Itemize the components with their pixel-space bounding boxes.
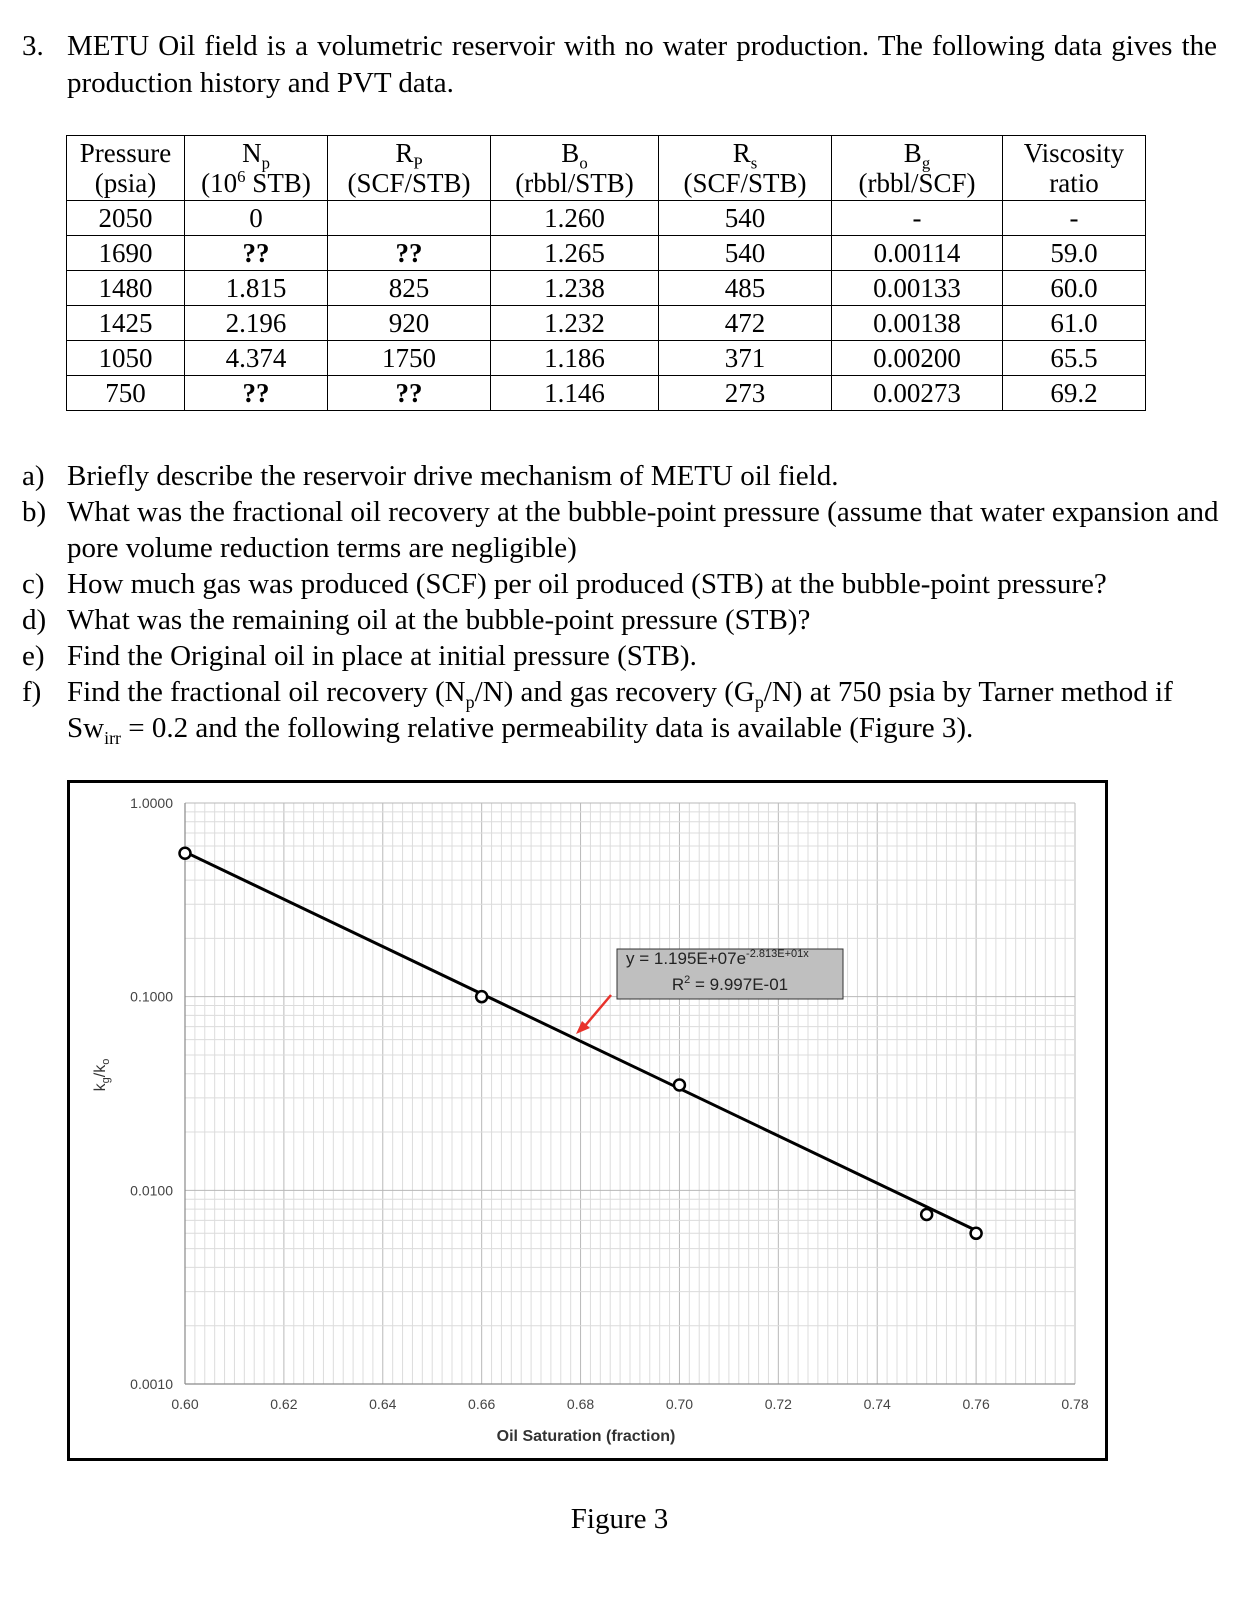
question-text: Find the Original oil in place at initial pressure (STB).	[67, 640, 697, 672]
table-cell: -	[1003, 201, 1146, 236]
table-cell: ??	[185, 376, 328, 411]
table-cell: 0.00138	[832, 306, 1003, 341]
table-cell: ??	[328, 376, 491, 411]
table-cell: 61.0	[1003, 306, 1146, 341]
table-cell: 4.374	[185, 341, 328, 376]
table-cell: 371	[659, 341, 832, 376]
table-cell: 1750	[328, 341, 491, 376]
table-row	[67, 271, 1146, 306]
table-cell: 1.265	[491, 236, 659, 271]
question-text: Find the fractional oil recovery $(N_p/N)$ and gas recovery $(G_p/N)$ at 750 psia by Tarner method if $Sw_{irr} = 0.2$ and the following relative permeability data is available (Figure 3).	[67, 676, 1173, 748]
table-cell: 485	[659, 271, 832, 306]
data-point	[180, 848, 191, 859]
pvt-data-table	[66, 135, 1146, 411]
table-row	[67, 376, 1146, 411]
x-tick-label: 0.64	[369, 1396, 397, 1412]
y-axis-label: $k_g/k_o$	[92, 1058, 112, 1092]
question-label: b)	[22, 496, 47, 528]
table-header-row	[67, 136, 1146, 201]
table-cell: 65.5	[1003, 341, 1146, 376]
table-cell: 920	[328, 306, 491, 341]
table-row	[67, 306, 1146, 341]
trendline-r-squared: $R^2 = 9.997E-01$	[671, 974, 789, 994]
x-tick-label: 0.60	[171, 1396, 199, 1412]
x-tick-label: 0.62	[270, 1396, 298, 1412]
header-np: $N_p$ ($10^6$ STB)	[185, 136, 328, 201]
question-label: e)	[22, 640, 45, 672]
table-row	[67, 341, 1146, 376]
header-bo: $B_o$ (rbbl/STB)	[491, 136, 659, 201]
table-cell: 0.00133	[832, 271, 1003, 306]
table-cell: 1.815	[185, 271, 328, 306]
question-a	[22, 458, 1232, 494]
question-b	[22, 494, 1232, 566]
table-cell: 1.146	[491, 376, 659, 411]
problem-text: METU Oil field is a volumetric reservoir with no water production. The following data gives the production history and PVT data.	[67, 30, 1217, 99]
table-row	[67, 236, 1146, 271]
question-label: c)	[22, 568, 45, 600]
x-tick-label: 0.70	[665, 1396, 694, 1412]
table-cell: 825	[328, 271, 491, 306]
table-cell: 1.260	[491, 201, 659, 236]
table-cell	[328, 201, 491, 236]
table-cell: 0	[185, 201, 328, 236]
problem-number: 3.	[22, 30, 44, 62]
table-row	[67, 201, 1146, 236]
question-label: f)	[22, 676, 42, 708]
chart-gridlines	[185, 803, 1075, 1384]
question-label: a)	[22, 460, 45, 492]
question-text: What was the fractional oil recovery at the bubble-point pressure (assume that water expansion and pore volume reduction terms are negligible)	[67, 496, 1219, 564]
trendline-equation: $y = 1.195E+07e^{-2.813E+01x}$	[626, 948, 809, 968]
table-cell: 69.2	[1003, 376, 1146, 411]
header-viscosity-ratio: Viscosity ratio	[1003, 136, 1146, 201]
table-cell: 472	[659, 306, 832, 341]
table-cell: ??	[328, 236, 491, 271]
table-cell: 540	[659, 236, 832, 271]
table-cell: ??	[185, 236, 328, 271]
header-rp: $R_P$ (SCF/STB)	[328, 136, 491, 201]
data-point	[476, 991, 487, 1002]
x-tick-label: 0.78	[1061, 1396, 1089, 1412]
data-point	[921, 1209, 932, 1220]
table-cell: 2050	[67, 201, 185, 236]
x-axis-label: Oil Saturation (fraction)	[496, 1428, 676, 1445]
y-tick-label: 0.0100	[130, 1182, 173, 1199]
question-c	[22, 566, 1232, 602]
y-tick-label: 1.0000	[130, 795, 173, 811]
table-cell: 0.00273	[832, 376, 1003, 411]
figure-caption: Figure 3	[570, 1503, 669, 1535]
table-cell: 1480	[67, 271, 185, 306]
table-cell: 1.186	[491, 341, 659, 376]
trendline-label-box	[617, 948, 843, 999]
table-cell: 0.00200	[832, 341, 1003, 376]
table-cell: 1.238	[491, 271, 659, 306]
annotation-arrow	[576, 995, 611, 1034]
header-rs: $R_s$ (SCF/STB)	[659, 136, 832, 201]
table-cell: 2.196	[185, 306, 328, 341]
question-text: Briefly describe the reservoir drive mechanism of METU oil field.	[67, 460, 839, 492]
question-f	[22, 674, 1232, 746]
question-d	[22, 602, 1232, 638]
table-cell: 60.0	[1003, 271, 1146, 306]
question-label: d)	[22, 604, 47, 636]
question-text: What was the remaining oil at the bubble-point pressure (STB)?	[67, 604, 811, 636]
x-tick-label: 0.68	[566, 1396, 595, 1412]
question-e	[22, 638, 1232, 674]
header-pressure: Pressure (psia)	[67, 136, 185, 201]
y-tick-label: 0.1000	[130, 988, 173, 1005]
table-cell: -	[832, 201, 1003, 236]
table-cell: 273	[659, 376, 832, 411]
table-cell: 1050	[67, 341, 185, 376]
data-point	[674, 1079, 685, 1090]
table-cell: 0.00114	[832, 236, 1003, 271]
question-text: How much gas was produced (SCF) per oil produced (STB) at the bubble-point pressure?	[67, 568, 1107, 600]
table-cell: 540	[659, 201, 832, 236]
question-list	[22, 458, 1232, 746]
relative-permeability-chart	[67, 780, 1108, 1461]
x-tick-label: 0.76	[962, 1396, 990, 1412]
x-tick-label: 0.74	[863, 1396, 891, 1412]
data-point	[971, 1228, 982, 1239]
table-cell: 1.232	[491, 306, 659, 341]
x-tick-label: 0.66	[468, 1396, 496, 1412]
table-cell: 59.0	[1003, 236, 1146, 271]
chart-plot	[70, 783, 1105, 1458]
x-tick-label: 0.72	[764, 1396, 792, 1412]
header-bg: $B_g$ (rbbl/SCF)	[832, 136, 1003, 201]
table-cell: 750	[67, 376, 185, 411]
table-cell: 1425	[67, 306, 185, 341]
table-cell: 1690	[67, 236, 185, 271]
y-tick-label: 0.0010	[130, 1376, 173, 1392]
